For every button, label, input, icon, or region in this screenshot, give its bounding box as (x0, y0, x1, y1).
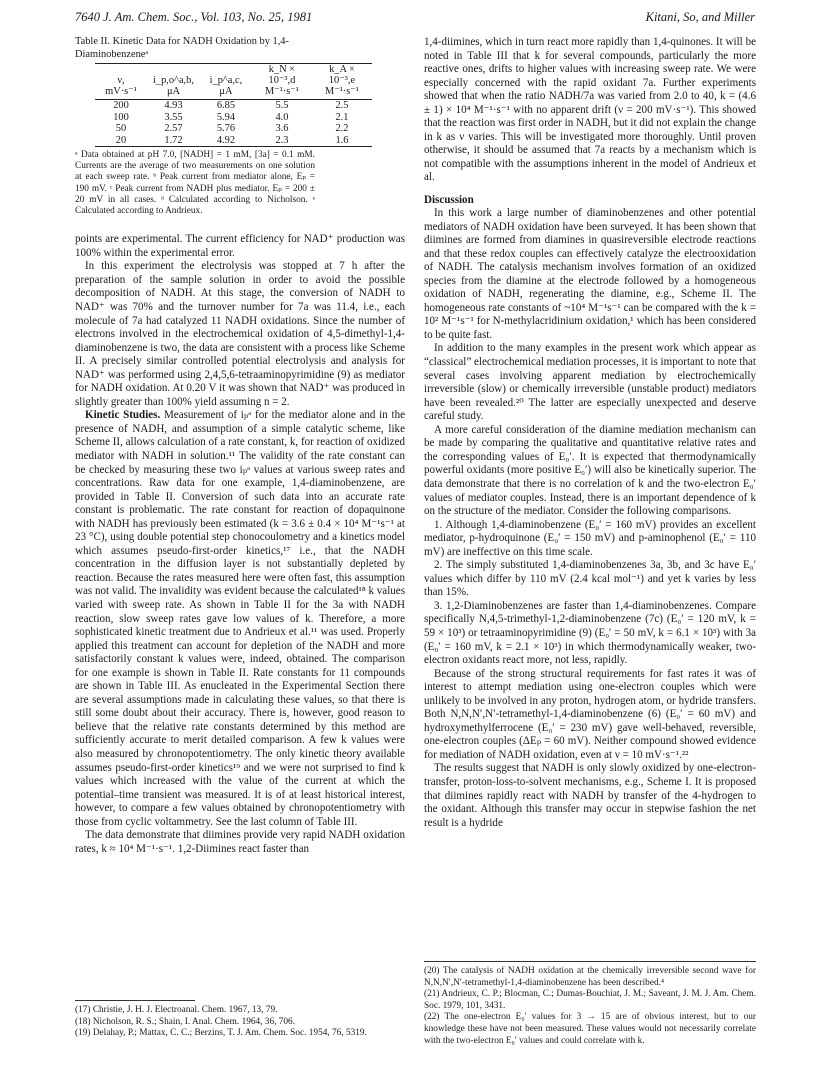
section-heading: Discussion (424, 194, 474, 207)
table-cell: 2.57 (164, 123, 183, 134)
paragraph: The results suggest that NADH is only slowly oxidized by one-electron-transfer, proton-loss-to-solvent mechanisms, e.g., Scheme I. It is proposed that diimines rapidly react with NADH by transfer of the 4-hydrogen to the oxidant. Although this transfer may occur in stepwise fashion the net result is a hydride (424, 762, 756, 829)
table-cell: 5.76 (216, 123, 236, 134)
left-column (75, 36, 405, 856)
footnote-rule (75, 1000, 195, 1001)
table-cell: 2.1 (335, 111, 349, 123)
table-cell: 2.3 (252, 135, 312, 147)
paragraph: 1. Although 1,4-diaminobenzene (E₀′ = 160 mV) provides an excellent mediator, p-hydroquinone (E₀′ = 150 mV) and p-aminophenol (E₀′ = 110 mV) are ineffective on this time scale. (424, 518, 756, 558)
table-cell: 3.6 (275, 123, 289, 134)
table-row (95, 112, 372, 124)
run-in-heading: Kinetic Studies. (85, 409, 161, 422)
table-cell: 4.0 (275, 111, 289, 123)
col-header: k_A × 10⁻³,e M⁻¹·s⁻¹ (324, 64, 359, 97)
table-row (95, 135, 372, 147)
footnotes-left (75, 1005, 405, 1040)
table-header-row (95, 64, 372, 99)
paragraph: In this experiment the electrolysis was stopped at 7 h after the preparation of the sample solution in order to avoid the possible decomposition of NADH. At this stage, the conversion of NADH to NAD⁺ was 70% and the turnover number for 7a was 11.4, i.e., each molecule of 7a had catalyzed 11 NADH oxidations. Since the number of electrons involved in the electrochemical oxidation of 4,5-dimethyl-1,4-diaminobenzene is two, the data are consistent with a process like Scheme II. A precisely similar controlled potential electrolysis and analysis for NAD⁺ was performed using 2,4,5,6-tetraaminopyrimidine (9) as mediator for NADH oxidation. At 0.20 V it was shown that NAD⁺ was produced in slightly greater than 100% yield assuming n = 2. (75, 260, 405, 408)
table-cell: 1.72 (147, 135, 200, 147)
col-header: i_p^a,c, μA (209, 75, 243, 97)
footnote: (20) The catalysis of NADH oxidation at the chemically irreversible second wave for N,N,N′,N′-tetramethyl-1,4-diaminobenzene has been described.⁴ (424, 966, 756, 988)
table-cell: 5.5 (275, 100, 289, 111)
paragraph: 3. 1,2-Diaminobenzenes are faster than 1,4-diaminobenzenes. Compare specifically N,4,5-trimethyl-1,2-diaminobenzene (7c) (E₀′ = 120 mV, k = 59 × 10³) or tetraaminopyrimidine (9) (E₀′ = 50 mV, k = 6.1 × 10³) with 3a (E₀′ = 160 mV, k = 2.1 × 10³) in which thermodynamically weaker, two-electron oxidants react more, not less, rapidly. (424, 599, 756, 667)
table-cell: 2.2 (335, 123, 349, 134)
footnote: (19) Delahay, P.; Mattax, C. C.; Berzins, T. J. Am. Chem. Soc. 1954, 76, 5319. (75, 1028, 367, 1039)
footnotes-right (424, 966, 756, 1047)
right-column (424, 36, 756, 830)
col-header: ν, mV·s⁻¹ (105, 75, 137, 97)
table-caption: Table II. Kinetic Data for NADH Oxidation by 1,4-Diaminobenzeneᵃ (75, 36, 289, 60)
table-cell: 2.5 (335, 100, 349, 111)
table-cell: 50 (115, 123, 127, 134)
footnote: (21) Andrieux, C. P.; Blocman, C.; Dumas-Bouchiat, J. M.; Saveant, J. M. J. Am. Chem. Soc. 1979, 101, 3431. (424, 989, 756, 1011)
col-header: k_N × 10⁻³,d M⁻¹·s⁻¹ (264, 64, 299, 97)
paragraph: In this work a large number of diaminobenzenes and other potential mediators of NADH oxidation have been surveyed. It has been shown that diimines are formed from diamines in quasireversible electrode reactions and that these redox couples can effectively catalyze the electrooxidation of NADH. The catalysis mechanism involves formation of an oxidized species from the diamine at the electrode followed by a homogeneous oxidation of NADH, regenerating the diamine, e.g., Scheme II. The homogeneous rate constants of ~10⁴ M⁻¹s⁻¹ can be compared with the k = 10² M⁻¹s⁻¹ for N-methylacridinium oxidation,¹ which has been considered to be quite fast. (424, 207, 756, 341)
paragraph: A more careful consideration of the diamine mediation mechanism can be made by comparing the qualitative and quantitative relative rates and the corresponding values of E₀′. It is expected that thermodynamically powerful oxidants (more positive E₀′) will also be kinetically superior. The data demonstrate that there is no correlation of k and the two-electron E₀′ values of mediator couples. Instead, there is an important dependence of k on the structure of the mediator. Consider the following comparisons. (424, 423, 756, 518)
table-footnotes: ᵃ Data obtained at pH 7.0, [NADH] = 1 mM, [3a] = 0.1 mM. Currents are the average of two measurements on one solution at each sweep rate. ᵇ Peak current from mediator alone, Eₚ = 190 mV. ᶜ Peak current from NADH plus mediator. Eₚ = 200 ± 20 mV in all cases. ᵈ Calculated according to Nicholson. ᵉ Calculated according to Andrieux. (75, 150, 315, 217)
paragraph: 2. The simply substituted 1,4-diaminobenzenes 3a, 3b, and 3c have E₀′ values which differ by 110 mV (2.4 kcal mol⁻¹) and yet k varies by less than 15%. (424, 559, 756, 599)
paragraph-text: Measurement of iₚᵃ for the mediator alone and in the presence of NADH, and assumption of a simple catalytic scheme, like Scheme II, allows calculation of a rate constant, k, for reaction of oxidized mediator with NADH in solution.¹¹ The validity of the rate constant can be checked by measuring these two iₚᵃ values at various sweep rates and concentrations. Raw data for one example, 1,4-diaminobenzene, are provided in Table II. Conversion of such data into an accurate rate constant is problematic. The rate constant for reaction of dopaquinone with NADH has previously been estimated (k = 3.6 ± 0.4 × 10⁴ M⁻¹s⁻¹ at 23 °C), using double potential step chonocoulometry and a kinetics model which assumes pseudo-first-order kinetics,¹⁷ i.e., that the NADH concentration in the diffusion layer is not substantially depleted by reaction. Because the rates measured here were often fast, this assumption was not valid. The invalidity was evident because the calculated¹⁸ k values varied with sweep rate. As shown in Table II for the 3a with NADH reaction, slow sweep rates gave low values of k. Therefore, a more sophisticated kinetic treatment due to Andrieux et al.¹¹ was used. Properly applied this treatment can account for depletion of the NADH and more satisfactorily constant k values were, indeed, obtained. The comparison for one example is shown in Table II. Rate constants for 11 compounds are shown in Table III. As enucleated in the Experimental Section there are several assumptions made in calculating these values, so that there is still some doubt about their accuracy. There is, however, good reason to believe that the relative rate constants determined by this method are sufficiently accurate to merit detailed comparison. A few k values were also measured by chronopotentiometry. The only kinetic theory available assumes pseudo-first-order kinetics¹⁹ and we were not surprised to find k values which increased with the value of the current at which the potential–time transient was measured. It is of at least historical interest, however, to compare a few values obtained by chronopotentiometry with those from cyclic voltammetry. See the last column of Table III. (75, 409, 406, 828)
footnote: (18) Nicholson, R. S.; Shain, I. Anal. Chem. 1964, 36, 706. (75, 1016, 296, 1027)
table-cell: 5.94 (216, 111, 236, 123)
footnote: (17) Christie, J. H. J. Electroanal. Chem. 1967, 13, 79. (75, 1005, 278, 1015)
kinetic-data-table (95, 63, 372, 147)
paragraph (75, 409, 405, 829)
table-row (95, 100, 372, 112)
footnote-rule (424, 961, 756, 962)
table-cell: 4.92 (200, 135, 252, 147)
paragraph: The data demonstrate that diimines provide very rapid NADH oxidation rates, k ≈ 10⁴ M⁻¹·s⁻¹. 1,2-Diimines react faster than (75, 829, 405, 855)
table-cell: 100 (113, 111, 129, 123)
table-cell: 1.6 (312, 135, 372, 147)
table-row (95, 123, 372, 135)
author-line: Kitani, So, and Miller (645, 10, 755, 24)
table-cell: 6.85 (216, 100, 236, 111)
col-header: i_p,o^a,b, μA (153, 75, 194, 97)
table-cell: 20 (95, 135, 147, 147)
table-block (75, 36, 405, 217)
paragraph: In addition to the many examples in the present work which appear as “classical” electrochemical mediation processes, it is important to note that several cases involving apparent mediation by electrochemically irreversible (slow) or chemically irreversible (unstable product) mediators have been revealed.²⁰ The latter are especially unexpected and deserve careful study. (424, 342, 756, 423)
table-cell: 4.93 (164, 100, 183, 111)
table-cell: 3.55 (164, 111, 183, 123)
paragraph: Because of the strong structural requirements for fast rates it was of interest to attempt mediation using one-electron couples which were unlikely to be involved in any proton, hydrogen atom, or hydride transfers. Both N,N,N′,N′-tetramethyl-1,4-diaminobenzene (6) (E₀′ = 60 mV) and hydroxymethylferrocene (E₀′ = 230 mV) gave well-behaved, reversible, one-electron couples (ΔEₚ = 60 mV). Neither compound showed evidence for mediation of NADH oxidation, even at ν = 10 mV·s⁻¹.²² (424, 667, 756, 761)
footnote: (22) The one-electron E₀′ values for 3 → 15 are of obvious interest, but to our knowledge these have not been measured. These values would not necessarily correlate with the two-electron E₀′ values and could correlate with k. (424, 1012, 756, 1046)
page-info: 7640 J. Am. Chem. Soc., Vol. 103, No. 25, 1981 (75, 10, 313, 24)
paragraph: 1,4-diimines, which in turn react more rapidly than 1,4-quinones. It will be noted in Table III that k for several compounds, particularly the more reactive ones, drifts to higher values with increasing sweep rate. We were especially concerned with the rapid oxidant 7a. Further experiments showed that when the ratio NADH/7a was varied from 2.0 to 40, k = (4.6 ± 1) × 10⁴ M⁻¹·s⁻¹ with no apparent drift (ν = 200 mV·s⁻¹). This showed that the reaction was first order in NADH, but it did not explain the change in k as ν varies. This will be investigated more thoroughly. Until proven otherwise, it should be assumed that 7a reacts by a mechanism which is not compatible with the assumptions inherent in the model of Andrieux et al. (424, 36, 756, 184)
running-header (75, 10, 755, 26)
table-cell: 200 (113, 100, 129, 111)
paragraph: points are experimental. The current efficiency for NAD⁺ production was 100% within the experimental error. (75, 233, 405, 259)
